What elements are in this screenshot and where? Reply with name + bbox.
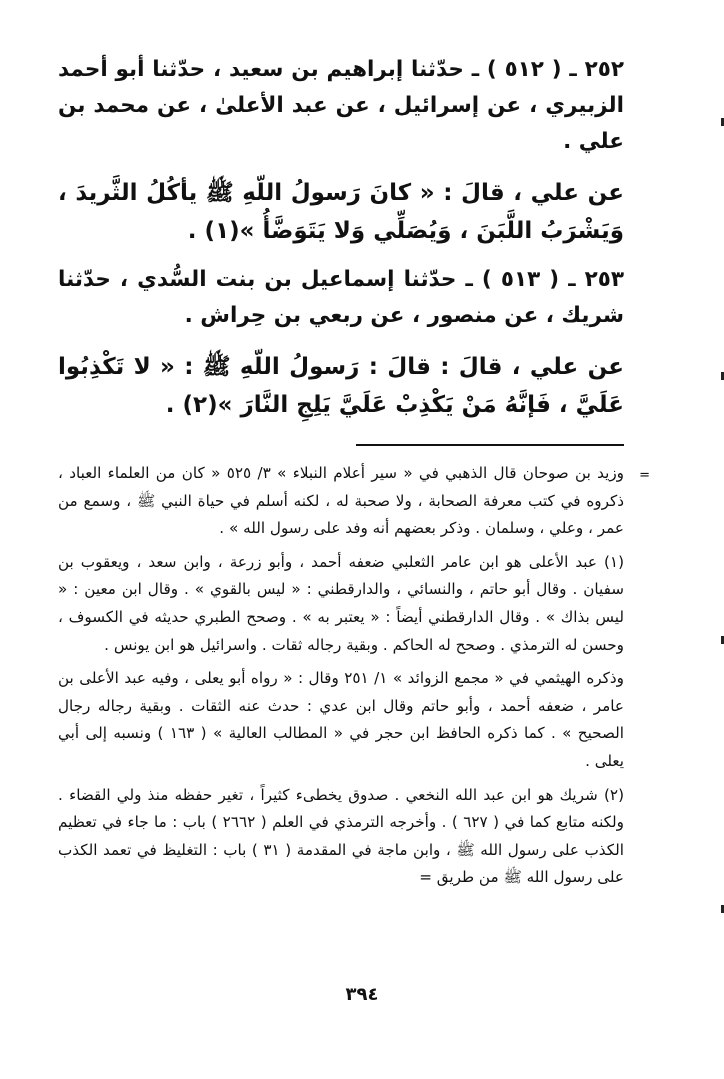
footnotes xyxy=(58,460,650,892)
footnote-carryover: وزيد بن صوحان قال الذهبي في « سير أعلام النبلاء » ٣/ ٥٢٥ « كان من العلماء العباد ، ذكروه في كتب معرفة الصحابة ، ولا صحبة له ، لكنه أسلم في حياة النبي ﷺ ، وسمع من عمر ، وعلي ، وسلمان . وذكر بعضهم أنه وفد على رسول الله » . xyxy=(58,464,624,538)
entry-252-hadith: عن علي ، قالَ : « كانَ رَسولُ اللّهِ ﷺ يأكُلُ الثَّريدَ ، وَيَشْرَبُ اللَّبَنَ ، وَيُصَلِّي وَلا يَتَوَضَّأُ »(١) . xyxy=(58,180,624,244)
footnote-2: (٢) شريك هو ابن عبد الله النخعي . صدوق يخطىء كثيراً ، تغير حفظه منذ ولي القضاء . ولكنه متابع كما في ( ٦٢٧ ) . وأخرجه الترمذي في العلم ( ٢٦٦٢ ) باب : ما جاء في تعظيم الكذب على رسول الله ﷺ ، وابن ماجة في المقدمة ( ٣١ ) باب : التغليظ في تعمد الكذب على رسول الله ﷺ من طريق = xyxy=(58,785,625,887)
continuation-mark: = xyxy=(639,468,650,483)
page-number: ٣٩٤ xyxy=(345,984,379,1005)
entry-253-chain: ٢٥٣ ـ ( ٥١٣ ) ـ حدّثنا إسماعيل بن بنت السُّدي ، حدّثنا شريك ، عن منصور ، عن ربعي بن حِراش . xyxy=(58,267,624,328)
entry-253-hadith: عن علي ، قالَ : قالَ : رَسولُ اللّهِ ﷺ : « لا تَكْذِبُوا عَلَيَّ ، فَإنَّهُ مَنْ يَكْذِبْ عَلَيَّ يَلِجِ النَّارَ »(٢) . xyxy=(58,354,624,418)
footnote-1: (١) عبد الأعلى هو ابن عامر الثعلبي ضعفه أحمد ، وأبو زرعة ، وابن سعد ، ويعقوب بن سفيان . وقال أبو حاتم ، والنسائي ، والدارقطني : « ليس بالقوي » . وقال ابن معين : « ليس بذاك » . وقال الدارقطني أيضاً : « يعتبر به » . وصحح الطبري حديثه في الكسوف ، وحسن له الترمذي . وصحح له الحاكم . وبقية رجاله ثقات . واسرائيل هو ابن يونس . xyxy=(58,552,624,654)
page-body xyxy=(58,52,650,892)
main-text xyxy=(58,52,624,424)
footnote-1-continued: وذكره الهيثمي في « مجمع الزوائد » ١/ ٢٥١ وقال : « رواه أبو يعلى ، وفيه عبد الأعلى بن عامر ، ضعفه أحمد ، وأبو حاتم وقال ابن عدي : حدث عنه الثقات . وبقية رجاله رجال الصحيح » . كما ذكره الحافظ ابن حجر في « المطالب العالية » ( ١٦٣ ) ونسبه إلى أبي يعلى . xyxy=(58,669,625,770)
footnote-separator xyxy=(356,444,624,446)
entry-252-chain: ٢٥٢ ـ ( ٥١٢ ) ـ حدّثنا إبراهيم بن سعيد ، حدّثنا أبو أحمد الزبيري ، عن إسرائيل ، عن عبد الأعلىٰ ، عن محمد بن علي . xyxy=(58,57,624,154)
